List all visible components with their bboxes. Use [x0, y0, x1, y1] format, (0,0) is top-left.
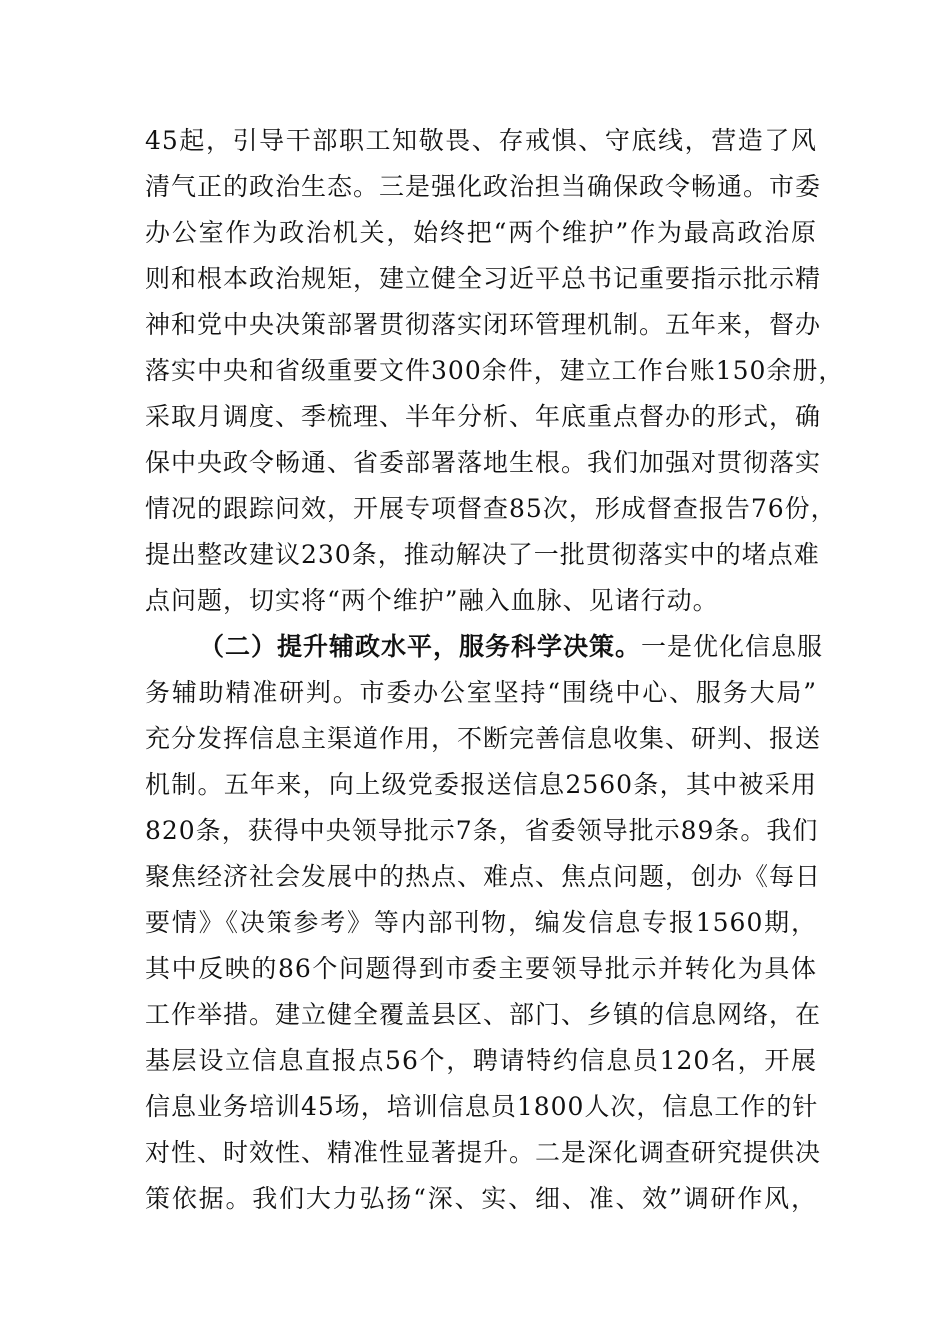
text-line: 提出整改建议230条，推动解决了一批贯彻落实中的堵点难 [145, 540, 820, 569]
text-line: 则和根本政治规矩，建立健全习近平总书记重要指示批示精 [145, 264, 822, 293]
text-line: 充分发挥信息主渠道作用，不断完善信息收集、研判、报送 [145, 724, 822, 753]
text-line: 情况的跟踪问效，开展专项督查85次，形成督查报告76份， [145, 494, 837, 523]
text-line: 神和党中央决策部署贯彻落实闭环管理机制。五年来，督办 [145, 310, 822, 339]
section-heading: （二）提升辅政水平，服务科学决策。 [199, 632, 642, 661]
text-line: 采取月调度、季梳理、半年分析、年底重点督办的形式，确 [145, 402, 822, 431]
text-line: 信息业务培训45场，培训信息员1800人次，信息工作的针 [145, 1092, 819, 1121]
text-line: 策依据。我们大力弘扬“深、实、细、准、效”调研作风， [145, 1184, 817, 1213]
paragraph-1 [145, 118, 845, 624]
text-line: 45起，引导干部职工知敬畏、存戒惧、守底线，营造了风 [145, 126, 817, 155]
text-line: 保中央政令畅通、省委部署落地生根。我们加强对贯彻落实 [145, 448, 822, 477]
text-line: 要情》《决策参考》等内部刊物，编发信息专报1560期， [145, 908, 817, 937]
text-line: 务辅助精准研判。市委办公室坚持“围绕中心、服务大局” [145, 678, 817, 707]
document-body [145, 118, 845, 1222]
text-line: 聚焦经济社会发展中的热点、难点、焦点问题，创办《每日 [145, 862, 822, 891]
text-line: 工作举措。建立健全覆盖县区、部门、乡镇的信息网络，在 [145, 1000, 822, 1029]
text-line: 机制。五年来，向上级党委报送信息2560条，其中被采用 [145, 770, 817, 799]
text-line: 对性、时效性、精准性显著提升。二是深化调查研究提供决 [145, 1138, 822, 1167]
text-line: 基层设立信息直报点56个，聘请特约信息员120名，开展 [145, 1046, 817, 1075]
text-line: 点问题，切实将“两个维护”融入血脉、见诸行动。 [145, 586, 719, 615]
text-fragment: 一是优化信息服 [641, 632, 824, 661]
text-line: 820条，获得中央领导批示7条，省委领导批示89条。我们 [145, 816, 819, 845]
text-line: 清气正的政治生态。三是强化政治担当确保政令畅通。市委 [145, 172, 822, 201]
text-line: 办公室作为政治机关，始终把“两个维护”作为最高政治原 [145, 218, 817, 247]
paragraph-first-line [145, 624, 824, 670]
text-line: 落实中央和省级重要文件300余件，建立工作台账150余册， [145, 356, 845, 385]
text-line: 其中反映的86个问题得到市委主要领导批示并转化为具体 [145, 954, 817, 983]
paragraph-2 [145, 624, 824, 1222]
